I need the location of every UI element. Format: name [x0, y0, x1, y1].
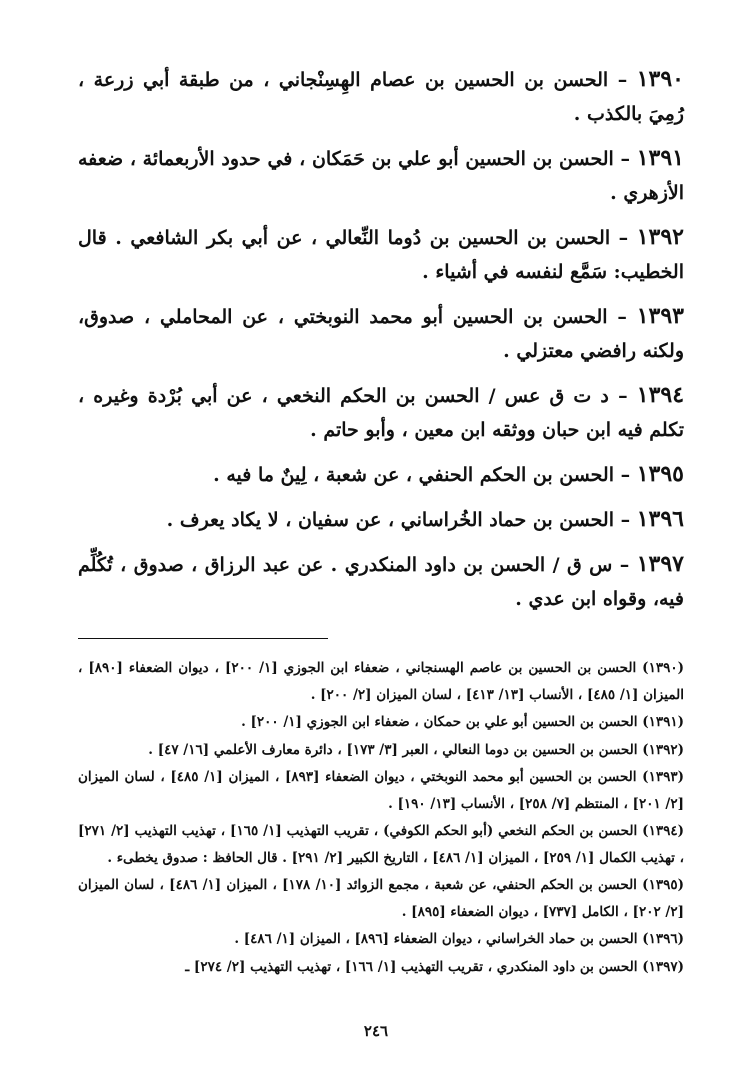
entry: ١٣٩٦ – الحسن بن حماد الخُراساني ، عن سفيان ، لا يكاد يعرف . — [166, 506, 684, 532]
entry-number: ١٣٩٦ — [636, 506, 684, 532]
entry-number: ١٣٩١ — [636, 145, 684, 171]
entry-text: الحسن بن الحسين بن دُوما النِّعالي ، عن أبي بكر الشافعي . قال الخطيب: سَمَّع لنفسه في أشياء . — [78, 227, 684, 283]
entry: ١٣٩٣ – الحسن بن الحسين أبو محمد النوبختي ، عن المحاملي ، صدوق، ولكنه رافضي معتزلي . — [78, 303, 684, 362]
entry-number: ١٣٩٠ — [636, 66, 684, 92]
entry-text: د ت ق عس / الحسن بن الحكم النخعي ، عن أبي بُرْدة وغيره ، تكلم فيه ابن حبان ووثقه ابن معين ، وأبو حاتم . — [78, 385, 684, 441]
entry-number: ١٣٩٣ — [636, 303, 684, 329]
entry: ١٣٩١ – الحسن بن الحسين أبو علي بن حَمَكان ، في حدود الأربعمائة ، ضعفه الأزهري . — [78, 145, 684, 204]
footnote-separator — [78, 638, 328, 639]
entry: ١٣٩٤ – د ت ق عس / الحسن بن الحكم النخعي ، عن أبي بُرْدة وغيره ، تكلم فيه ابن حبان ووثقه ابن معين ، وأبو حاتم . — [78, 382, 685, 441]
entry: ١٣٩٧ – س ق / الحسن بن داود المنكدري . عن عبد الرزاق ، صدوق ، تُكُلِّم فيه، وقواه ابن عدي . — [78, 551, 684, 610]
entry-text: الحسن بن الحسين أبو محمد النوبختي ، عن المحاملي ، صدوق، ولكنه رافضي معتزلي . — [78, 306, 684, 362]
footnote: (١٣٩٢) الحسن بن الحسين بن دوما النعالي ، العبر [٣/ ١٧٣] ، دائرة معارف الأعلمي [١٦/ ٤٧] . — [148, 741, 684, 758]
footnote: (١٣٩٧) الحسن بن داود المنكدري ، تقريب التهذيب [١/ ١٦٦] ، تهذيب التهذيب [٢/ ٢٧٤] ـ — [185, 958, 684, 975]
footnote: (١٣٩١) الحسن بن الحسين أبو علي بن حمكان ، ضعفاء ابن الجوزي [١/ ٢٠٠] . — [241, 714, 684, 730]
entry-text: الحسن بن الحسين بن عصام الهِسِنْجاني ، من طبقة أبي زرعة ، رُمِيَ بالكذب . — [78, 69, 684, 125]
entry-text: س ق / الحسن بن داود المنكدري . عن عبد الرزاق ، صدوق ، تُكُلِّم فيه، وقواه ابن عدي . — [78, 554, 684, 610]
entry-text: الحسن بن الحسين أبو علي بن حَمَكان ، في حدود الأربعمائة ، ضعفه الأزهري . — [78, 148, 684, 204]
entry: ١٣٩٠ – الحسن بن الحسين بن عصام الهِسِنْجاني ، من طبقة أبي زرعة ، رُمِيَ بالكذب . — [78, 66, 684, 125]
footnotes — [78, 655, 684, 980]
footnote: (١٣٩٤) الحسن بن الحكم النخعي (أبو الحكم الكوفي) ، تقريب التهذيب [١/ ١٦٥] ، تهذيب التهذيب [٢/ ٢٧١] ، تهذيب الكمال [١/ ٢٥٩] ، الميزان [١/ ٤٨٦] ، التاريخ الكبير [٢/ ٢٩١] . قال الحافظ : صدوق يخطىء . — [78, 823, 684, 866]
footnote: (١٣٩٦) الحسن بن حماد الخراساني ، ديوان الضعفاء [٨٩٦] ، الميزان [١/ ٤٨٦] . — [234, 931, 684, 947]
entry: ١٣٩٢ – الحسن بن الحسين بن دُوما النِّعالي ، عن أبي بكر الشافعي . قال الخطيب: سَمَّع لنفسه في أشياء . — [78, 224, 684, 283]
entries — [78, 62, 684, 616]
footnote: (١٣٩٥) الحسن بن الحكم الحنفي، عن شعبة ، مجمع الزوائد [١٠/ ١٧٨] ، الميزان [١/ ٤٨٦] ، لسان الميزان [٢/ ٢٠٢] ، الكامل [٧٣٧] ، ديوان الضعفاء [٨٩٥] . — [78, 877, 684, 920]
footnote: (١٣٩٠) الحسن بن الحسين بن عاصم الهسنجاني ، ضعفاء ابن الجوزي [١/ ٢٠٠] ، ديوان الضعفاء [٨٩٠] ، الميزان [١/ ٤٨٥] ، الأنساب [١٣/ ٤١٣] ، لسان الميزان [٢/ ٢٠٠] . — [78, 660, 684, 703]
entry-number: ١٣٩٢ — [636, 224, 684, 250]
entry-text: الحسن بن حماد الخُراساني ، عن سفيان ، لا يكاد يعرف . — [166, 509, 614, 531]
entry: ١٣٩٥ – الحسن بن الحكم الحنفي ، عن شعبة ، لِينٌ ما فيه . — [213, 461, 684, 487]
entry-number: ١٣٩٥ — [636, 461, 684, 487]
footnote: (١٣٩٣) الحسن بن الحسين أبو محمد النوبختي ، ديوان الضعفاء [٨٩٣] ، الميزان [١/ ٤٨٥] ، لسان الميزان [٢/ ٢٠١] ، المنتظم [٧/ ٢٥٨] ، الأنساب [١٣/ ١٩٠] . — [78, 769, 684, 812]
entry-text: الحسن بن الحكم الحنفي ، عن شعبة ، لِينٌ ما فيه . — [213, 464, 614, 486]
page-number: ٢٤٦ — [363, 1022, 389, 1040]
entry-number: ١٣٩٧ — [636, 551, 684, 577]
entry-number: ١٣٩٤ — [636, 382, 685, 408]
